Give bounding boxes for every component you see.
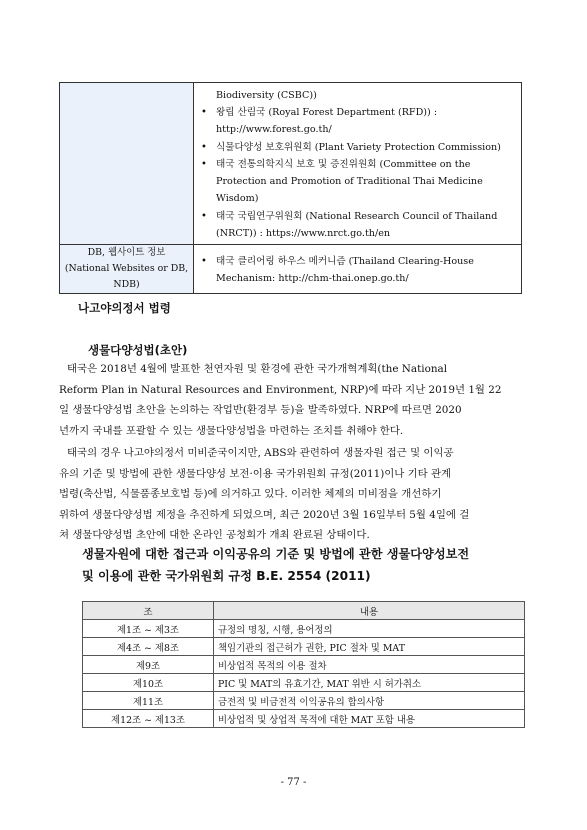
section-title: 나고야의정서 법령 [78,301,171,315]
list-item-continuation: Biodiversity (CSBC)) [216,90,317,102]
paragraph-2 [59,443,534,546]
paragraph-line: 년까지 국내를 포괄할 수 있는 생물다양성법을 마련하는 조치를 취해야 한다. [59,424,404,437]
page-number: - 77 - [280,777,307,788]
paragraph-line: 법령(축산법, 식물품종보호법 등)에 의거하고 있다. 이러한 체제의 미비점을 개선하기 [59,488,442,500]
content-cell: 비상업적 및 상업적 목적에 대한 MAT 포함 내용 [214,710,525,728]
list-item: • 태국 국립연구위원회 (National Research Council of Thailand [198,208,517,225]
paragraph-1 [59,359,534,441]
content-cell: PIC 및 MAT의 유효기간, MAT 위반 시 허가취소 [214,674,525,692]
paragraph-line: 태국은 2018년 4월에 발표한 천연자원 및 환경에 관한 국가개혁계획(the National [67,363,448,375]
regulation-title [82,543,552,587]
table-row [83,656,525,674]
table-row [83,710,525,728]
db-label-line1: DB, 웹사이트 정보 [87,247,166,258]
institutions-list [198,87,517,242]
list-item-continuation: Protection and Promotion of Traditional Thai Medicine [216,176,483,188]
table-row [83,620,525,638]
list-item: • 태국 클리어링 하우스 메커니즘 (Thailand Clearing-House [198,253,517,270]
paragraph-line: Reform Plan in Natural Resources and Environment, NRP)에 따라 지난 2019년 1월 22 [59,383,502,396]
paragraph-line: 유의 기준 및 방법에 관한 생물다양성 보전·이용 국가위원회 규정(2011)이나 기타 관계 [59,467,452,480]
content-cell: 금전적 및 비금전적 이익공유의 합의사항 [214,692,525,710]
regulation-table-header-row [83,602,525,620]
list-item: • 왕립 산림국 (Royal Forest Department (RFD)) : [198,104,517,121]
list-item-continuation: http://www.forest.go.th/ [216,124,332,136]
header-article: 조 [83,602,214,620]
list-item-continuation: Wisdom) [216,193,259,205]
regulation-title-line2: 및 이용에 관한 국가위원회 규정 B.E. 2554 (2011) [82,569,371,583]
content-cell: 책임기관의 접근허가 권한, PIC 절차 및 MAT [214,638,525,656]
article-cell: 제12조 ~ 제13조 [83,710,214,728]
table-row [83,692,525,710]
regulation-title-line1: 생물자원에 대한 접근과 이익공유의 기준 및 방법에 관한 생물다양성보전 [82,547,470,561]
paragraph-line: 태국의 경우 나고야의정서 미비준국이지만, ABS와 관련하여 생물자원 접근 및 이익공 [67,447,454,459]
subsection-title: 생물다양성법(초안) [88,343,188,357]
header-content: 내용 [214,602,525,620]
db-label-line2: (National Websites or DB, NDB) [64,263,189,290]
table-row [83,674,525,692]
list-item-continuation: (NRCT)) : https://www.nrct.go.th/en [216,227,391,239]
db-label-cell [60,245,194,294]
institutions-list-cell [194,83,522,245]
content-cell: 비상업적 목적의 이용 절차 [214,656,525,674]
article-cell: 제4조 ~ 제8조 [83,638,214,656]
list-item-continuation: Mechanism: http://chm-thai.onep.go.th/ [216,273,409,284]
content-cell: 규정의 명칭, 시행, 용어정의 [214,620,525,638]
list-item: • 태국 전통의학지식 보호 및 증진위원회 (Committee on the [198,156,517,173]
article-cell: 제10조 [83,674,214,692]
paragraph-line: 일 생물다양성법 초안을 논의하는 작업반(환경부 등)을 발족하였다. NRP에 따르면 2020 [59,404,462,416]
article-cell: 제9조 [83,656,214,674]
article-cell: 제1조 ~ 제3조 [83,620,214,638]
paragraph-line: 쳐 생물다양성법 초안에 대한 온라인 공청회가 개최 완료된 상태이다. [59,529,370,541]
institutions-left-cell [60,83,194,245]
db-list [198,253,517,287]
paragraph-line: 위하여 생물다양성법 제정을 추진하게 되었으며, 최근 2020년 3월 16일부터 5월 4일에 걸 [59,508,470,521]
table-row [83,638,525,656]
regulation-table [82,601,525,728]
list-item: • 식물다양성 보호위원회 (Plant Variety Protection Commission) [198,139,517,156]
article-cell: 제11조 [83,692,214,710]
db-list-cell [194,245,522,294]
institutions-table [59,82,522,294]
